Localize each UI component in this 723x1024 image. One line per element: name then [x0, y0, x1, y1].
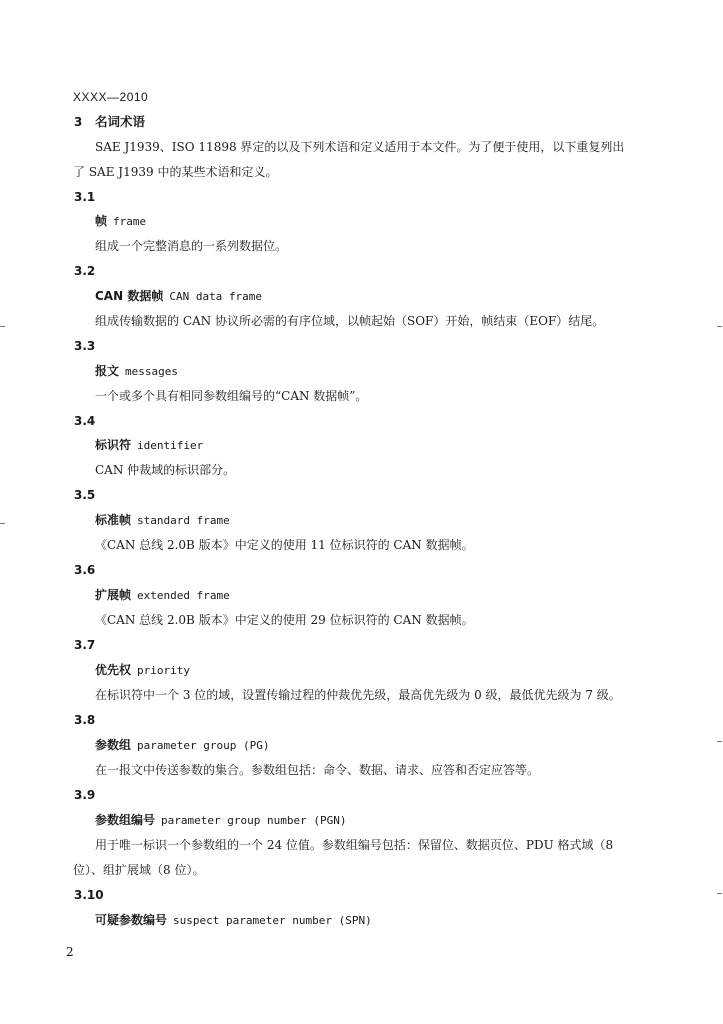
scan-edge-mark [717, 326, 722, 327]
term-en: priority [137, 664, 190, 677]
term-definition: 《CAN 总线 2.0B 版本》中定义的使用 29 位标识符的 CAN 数据帧。 [95, 613, 474, 627]
term-number: 3.2 [74, 264, 96, 278]
term-en: parameter group (PG) [137, 739, 270, 752]
term-number: 3.7 [74, 638, 96, 652]
document-code: XXXX—2010 [73, 90, 149, 104]
term-heading [95, 363, 178, 380]
term-definition: 一个或多个具有相同参数组编号的“CAN 数据帧”。 [95, 389, 368, 403]
term-heading [95, 587, 230, 604]
term-number: 3.8 [74, 713, 96, 727]
term-zh: 标准帧 [95, 513, 132, 527]
term-number: 3.5 [74, 488, 96, 502]
term-zh: 可疑参数编号 [95, 913, 168, 927]
term-heading [95, 213, 146, 230]
term-en: identifier [137, 439, 204, 452]
scan-edge-mark [717, 741, 722, 742]
term-heading [95, 288, 262, 305]
term-definition: 用于唯一标识一个参数组的一个 24 位值。参数组编号包括：保留位、数据页位、PDU 格式域（8 [95, 838, 614, 852]
term-zh: 扩展帧 [95, 588, 132, 602]
term-definition-continued: 位）、组扩展域（8 位）。 [73, 863, 205, 877]
term-en: messages [125, 365, 178, 378]
term-number: 3.4 [74, 414, 96, 428]
term-en: standard frame [137, 514, 230, 527]
term-number: 3.3 [74, 339, 96, 353]
term-heading [95, 912, 372, 929]
term-number: 3.10 [74, 888, 104, 902]
scan-edge-mark [0, 326, 5, 327]
term-definition: 组成传输数据的 CAN 协议所必需的有序位域，以帧起始（SOF）开始，帧结束（EOF）结尾。 [95, 314, 605, 328]
scan-edge-mark [717, 893, 722, 894]
term-en: extended frame [137, 589, 230, 602]
term-number: 3.1 [74, 190, 96, 204]
term-zh: 帧 [95, 214, 108, 228]
term-zh: CAN 数据帧 [95, 289, 164, 303]
term-definition: CAN 仲裁域的标识部分。 [95, 463, 236, 477]
term-heading [95, 512, 230, 529]
term-number: 3.6 [74, 563, 96, 577]
page-number: 2 [66, 945, 74, 959]
section-number: 3 [74, 115, 83, 129]
term-definition: 组成一个完整消息的一系列数据位。 [95, 239, 288, 253]
term-en: parameter group number (PGN) [161, 814, 347, 827]
term-definition: 在标识符中一个 3 位的域，设置传输过程的仲裁优先级，最高优先级为 0 级，最低优先级为 7 级。 [95, 688, 621, 702]
term-zh: 报文 [95, 364, 120, 378]
term-number: 3.9 [74, 788, 96, 802]
term-definition: 在一报文中传送参数的集合。参数组包括：命令、数据、请求、应答和否定应答等。 [95, 763, 540, 777]
term-heading [95, 812, 346, 829]
term-definition: 《CAN 总线 2.0B 版本》中定义的使用 11 位标识符的 CAN 数据帧。 [95, 538, 474, 552]
term-zh: 参数组 [95, 738, 132, 752]
term-zh: 参数组编号 [95, 813, 156, 827]
section-intro-line-1: SAE J1939、ISO 11898 界定的以及下列术语和定义适用于本文件。为了便于使用，以下重复列出 [95, 140, 625, 154]
scan-edge-mark [0, 523, 5, 524]
term-en: CAN data frame [169, 290, 263, 303]
term-en: frame [113, 215, 147, 228]
section-title: 名词术语 [95, 114, 146, 129]
term-heading [95, 737, 269, 754]
section-intro-line-2: 了 SAE J1939 中的某些术语和定义。 [73, 165, 278, 179]
term-heading [95, 437, 203, 454]
term-en: suspect parameter number (SPN) [173, 914, 372, 927]
term-zh: 标识符 [95, 438, 132, 452]
term-zh: 优先权 [95, 663, 132, 677]
term-heading [95, 662, 190, 679]
